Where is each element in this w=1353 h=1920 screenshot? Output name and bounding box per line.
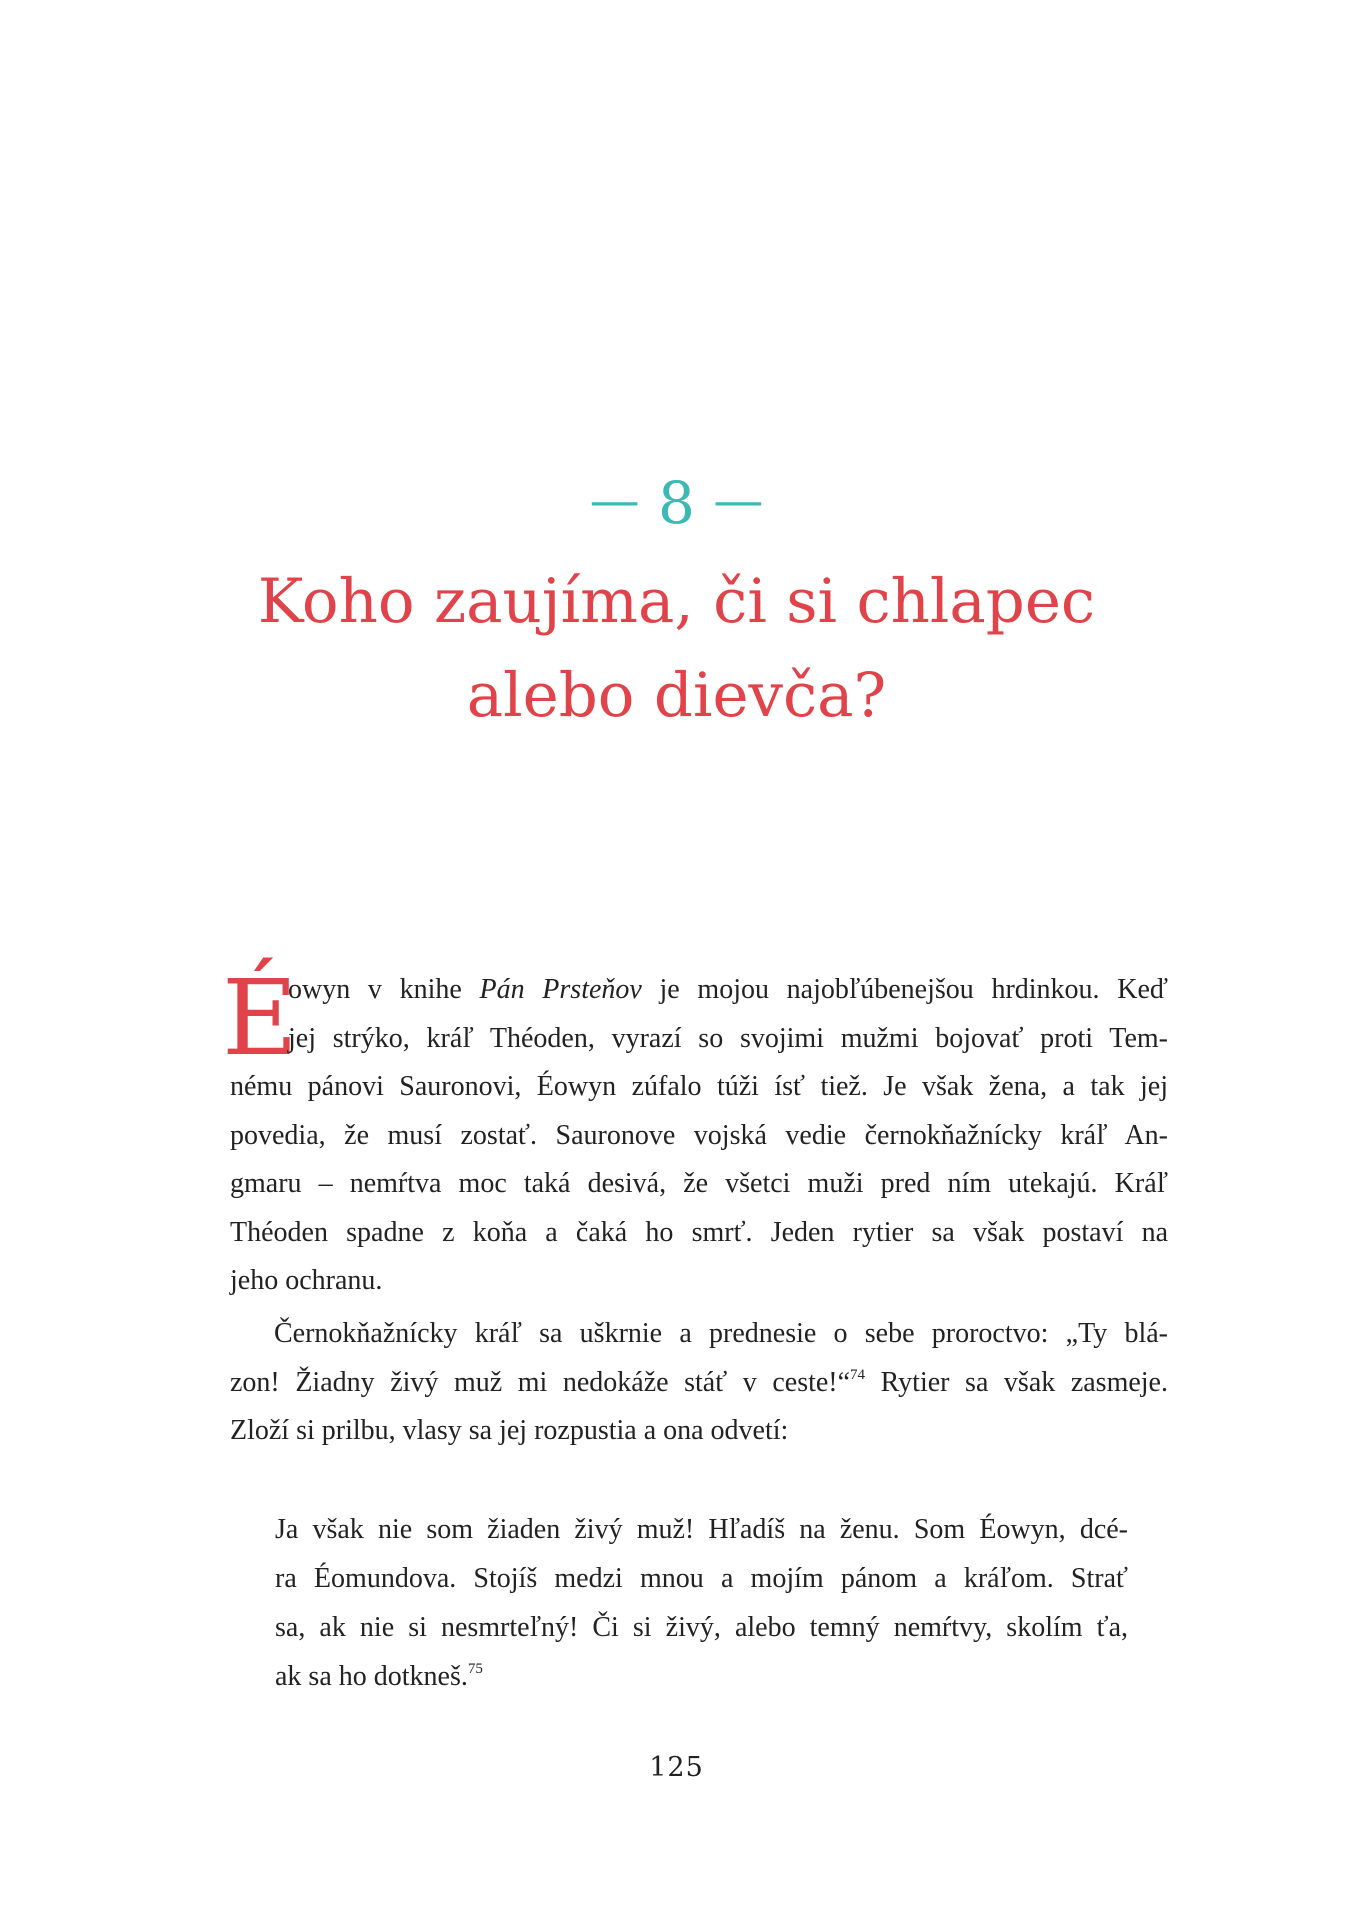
quote-line: sa, ak nie si nesmrteľný! Či si živý, alebo temný nemŕtvy, skolím ťa, (275, 1612, 1128, 1643)
page-number: 125 (649, 1752, 704, 1783)
paragraph-1-line (288, 966, 1168, 1015)
paragraph-1-line: jeho ochranu. (230, 1265, 383, 1296)
paragraph-1-line: jej strýko, kráľ Théoden, vyrazí so svojimi mužmi bojovať proti Tem- (288, 1022, 1168, 1054)
book-title-italic: Pán Prsteňov (479, 974, 642, 1005)
text-span: Rytier sa však zasmeje. (865, 1366, 1168, 1398)
chapter-number-heading (0, 465, 1353, 538)
paragraph-1-line: Théoden spadne z koňa a čaká ho smrť. Jeden rytier sa však postaví na (230, 1216, 1168, 1248)
chapter-number: 8 (658, 469, 695, 537)
drop-cap: É (222, 957, 298, 1079)
quote-line: ra Éomundova. Stojíš medzi mnou a mojím pánom a kráľom. Strať (275, 1563, 1128, 1594)
text-span: je mojou najobľúbenejšou hrdinkou. Keď (641, 974, 1168, 1005)
footnote-ref-75: 75 (467, 1661, 483, 1677)
paragraph-2-line (230, 1359, 1168, 1408)
chapter-title-line-2: alebo dievča? (466, 660, 887, 731)
quote-line (275, 1652, 1128, 1701)
chapter-title (200, 555, 1153, 743)
chapter-dash-right: — (713, 471, 764, 529)
quote-line: Ja však nie som žiaden živý muž! Hľadíš na ženu. Som Éowyn, dcé- (275, 1514, 1128, 1545)
paragraph-1-line: nému pánovi Sauronovi, Éowyn zúfalo túži ísť tiež. Je však žena, a tak jej (230, 1071, 1168, 1102)
chapter-title-line-1: Koho zaujíma, či si chlapec (257, 566, 1096, 637)
paragraph-2-line: Zloží si prilbu, vlasy sa jej rozpustia a ona odvetí: (230, 1415, 789, 1446)
paragraph-1-line: povedia, že musí zostať. Sauronove vojská vedie černokňažnícky kráľ An- (230, 1119, 1168, 1151)
block-quote (275, 1505, 1128, 1701)
footnote-ref-74: 74 (850, 1366, 866, 1383)
text-span: ak sa ho dotkneš. (275, 1661, 468, 1692)
paragraph-2-line: Černokňažnícky kráľ sa uškrnie a prednesie o sebe proroctvo: „Ty blá- (274, 1318, 1168, 1349)
chapter-dash-left: — (589, 471, 640, 529)
paragraph-2 (230, 1310, 1168, 1456)
text-span: owyn v knihe (288, 974, 480, 1005)
paragraph-1-line: gmaru – nemŕtva moc taká desivá, že všetci muži pred ním utekajú. Kráľ (230, 1168, 1168, 1199)
paragraph-1 (230, 966, 1168, 1306)
text-span: zon! Žiadny živý muž mi nedokáže stáť v ceste!“ (230, 1366, 851, 1398)
